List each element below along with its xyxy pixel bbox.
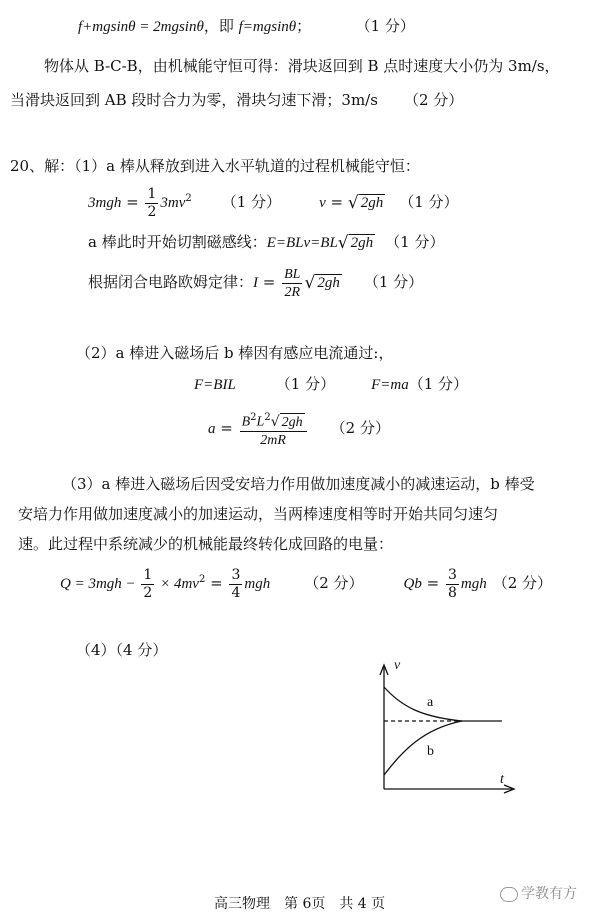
part3-q-frac1-num: 1 [143, 566, 153, 583]
line1-eq: = 2mgsinθ [135, 19, 204, 35]
part2-a-num-l: L [256, 414, 265, 430]
part2-f1: F=BIL [194, 377, 236, 393]
graph-t-label: t [500, 772, 504, 787]
part3-q-score: （2 分） [304, 574, 364, 592]
ohm-score: （1 分） [363, 273, 424, 291]
part3-q-frac2 [229, 567, 242, 602]
part3-q-eq2: = [205, 574, 228, 592]
part2-a-num-exp-b: 2 [250, 412, 257, 424]
eq1-v-sqrt: √ 2gh [347, 193, 384, 213]
part2-a-score: （2 分） [330, 419, 390, 437]
ohm-lhs: I [253, 275, 259, 291]
graph-v-label: v [394, 658, 401, 673]
q20-emf [88, 229, 444, 256]
eq1-fraction [145, 186, 158, 221]
line1-so-prefix: ，即 [203, 17, 239, 35]
q20-eq1 [88, 182, 459, 221]
part3-qb-score: （2 分） [492, 574, 553, 592]
emf-score: （1 分） [385, 233, 445, 251]
para1-line2-text: 当滑块返回到 AB 段时合力为零，滑块匀速下滑； [10, 91, 342, 109]
part2-accel [208, 405, 390, 452]
curve-a [384, 687, 502, 721]
part3-q-lhs: Q [60, 576, 71, 592]
ohm-sqrt-arg: 2gh [317, 275, 340, 291]
part3-q-tail: mgh [244, 576, 271, 592]
part2-a-den: 2mR [260, 432, 286, 448]
part3-line2: 安培力作用做加速度减小的加速运动，当两棒速度相等时开始共同匀速匀 [18, 505, 499, 523]
part3-q-mid-exp: 2 [198, 574, 206, 585]
q20-ohm [88, 264, 423, 301]
part3-qb-eq: = [421, 574, 444, 592]
ohm-eqsign: = [258, 273, 281, 291]
curve-b [384, 721, 462, 775]
part3-qb-lhs: Qb [403, 576, 422, 592]
part3-q [60, 562, 552, 602]
part3-q-frac1-den: 2 [143, 584, 153, 601]
emf-sqrt-arg: 2gh [350, 235, 374, 251]
part4-heading: （4）（4 分） [76, 641, 168, 659]
line1 [78, 16, 415, 37]
eq1-v-score: （1 分） [399, 193, 459, 211]
part2-f1-score: （1 分） [275, 375, 336, 393]
eq1-v-sqrt-arg: 2gh [360, 195, 384, 211]
part2-a-num-sqrt: √ 2gh [270, 413, 303, 430]
line1-lhs: f+mgsinθ [78, 19, 136, 35]
eq1-frac-num: 1 [147, 185, 157, 202]
footer-page: 高三物理 第 6页 共 4 页 [214, 896, 386, 912]
part3-q-mid: × 4mv [156, 576, 199, 592]
part3-qb-frac [446, 567, 459, 602]
part3-q-frac2-den: 4 [231, 584, 241, 601]
emf-expr: E=BLv=BL [266, 235, 338, 251]
part2-a-num-b: B [241, 414, 251, 430]
part2-a-fraction [240, 409, 307, 449]
line1-so-expr: f=mgsinθ [238, 19, 297, 35]
eq1-v-eq: = [325, 193, 348, 211]
part2-forces [194, 374, 468, 395]
ohm-label: 根据闭合电路欧姆定律： [88, 273, 254, 291]
part2-f2: F=ma [371, 377, 409, 393]
line1-so-suffix: ； [296, 17, 312, 35]
part3-qb-den: 8 [447, 584, 457, 601]
part3-qb-tail: mgh [460, 576, 487, 592]
para1-line1: 物体从 B-C-B，由机械能守恒可得：滑块返回到 B 点时速度大小仍为 3m/s， [44, 57, 560, 75]
eq1-rhs: 3mv [160, 195, 186, 211]
line1-score: （1 分） [363, 17, 415, 35]
footer-watermark [500, 884, 577, 904]
part2-f2-score: （1 分） [408, 375, 469, 393]
wechat-icon [500, 887, 518, 902]
part3-q-frac1 [141, 567, 154, 602]
part2-a-lhs: a [208, 421, 216, 437]
part2-a-num-sqrt-arg: 2gh [281, 414, 303, 430]
eq1-frac-den: 2 [147, 203, 157, 220]
emf-sqrt: √ 2gh [337, 233, 374, 253]
ohm-sqrt: √ 2gh [304, 273, 340, 293]
q20-heading: 20、解：（1）a 棒从释放到进入水平轨道的过程机械能守恒： [10, 157, 420, 175]
part2-a-num-exp-l: 2 [264, 412, 271, 424]
eq1-rhs-exp: 2 [185, 193, 192, 204]
graph-a-label: a [427, 695, 434, 710]
part3-qb-num: 3 [447, 566, 457, 583]
part3-q-frac2-num: 3 [231, 566, 241, 583]
ohm-frac-den: 2R [284, 284, 301, 300]
para1-line2-value: 3m/s [341, 91, 378, 109]
ohm-frac-num: BL [284, 266, 301, 282]
part3-line1: （3）a 棒进入磁场后因受安培力作用做加速度减小的减速运动，b 棒受 [62, 475, 535, 493]
eq1-score: （1 分） [221, 193, 282, 211]
para1-line2 [10, 90, 463, 110]
eq1-v-lhs: v [319, 195, 326, 211]
vt-graph [372, 657, 532, 797]
part2-heading: （2）a 棒进入磁场后 b 棒因有感应电流通过:， [76, 344, 394, 362]
ohm-fraction [282, 266, 302, 301]
eq1-eqsign: = [121, 193, 144, 211]
part2-a-eq: = [215, 419, 238, 437]
graph-b-label: b [427, 744, 434, 759]
part3-q-eq: = 3mgh − [70, 576, 140, 592]
watermark-text: 学教有方 [521, 886, 577, 902]
part3-line3: 速。此过程中系统减少的机械能最终转化成回路的电量： [18, 535, 394, 553]
emf-label: a 棒此时开始切割磁感线： [88, 233, 267, 251]
eq1-lhs: 3mgh [88, 195, 122, 211]
part2-a-num [240, 409, 307, 432]
para1-line2-score: （2 分） [403, 91, 464, 109]
